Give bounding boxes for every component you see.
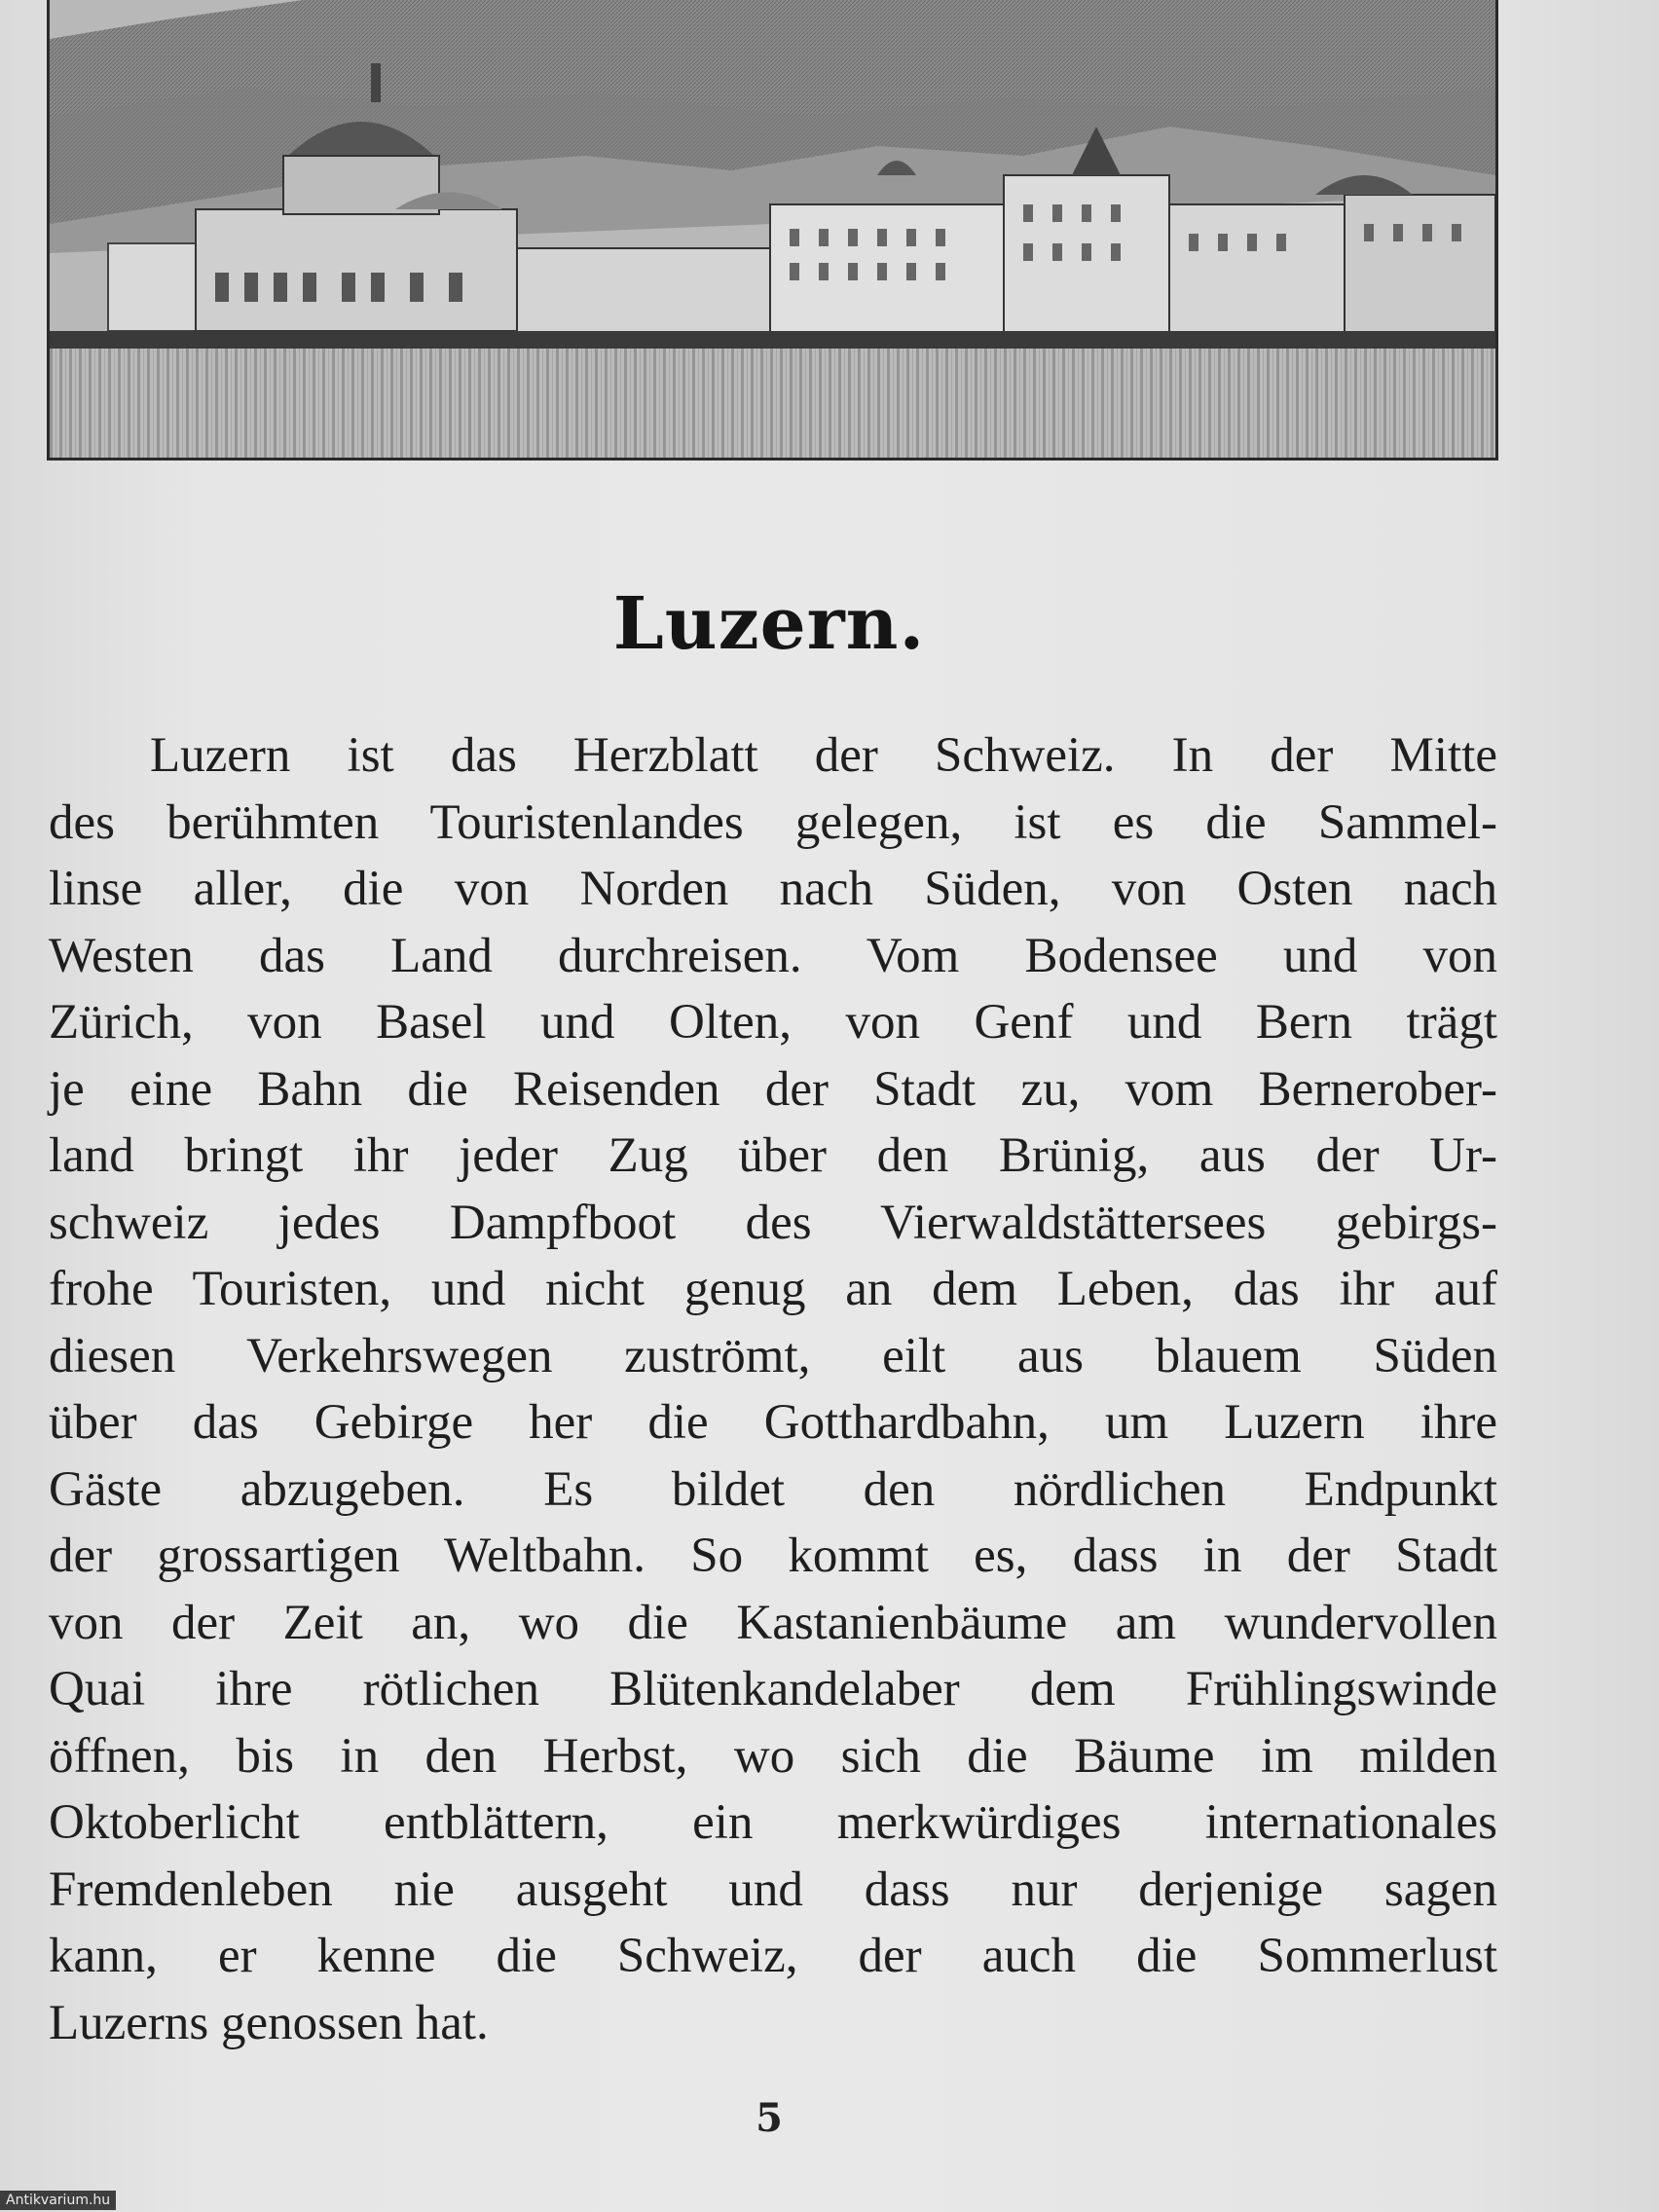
text-line: Luzerns genossen hat. — [49, 1995, 489, 2050]
text-line: der grossartigen Weltbahn. So kommt es, dass in der Stadt — [49, 1529, 1497, 1583]
text-line: Luzern ist das Herzblatt der Schweiz. In der Mitte — [150, 728, 1497, 783]
text-line: schweiz jedes Dampfboot des Vierwaldstättersees gebirgs- — [49, 1195, 1497, 1250]
text-line: frohe Touristen, und nicht genug an dem Leben, das ihr auf — [49, 1262, 1497, 1316]
text-line: diesen Verkehrswegen zuströmt, eilt aus blauem Süden — [49, 1328, 1497, 1383]
text-line: Westen das Land durchreisen. Vom Bodensee und von — [49, 928, 1497, 983]
photo-illustration — [50, 0, 1495, 458]
text-line: über das Gebirge her die Gotthardbahn, um Luzern ihre — [49, 1395, 1497, 1450]
text-line: linse aller, die von Norden nach Süden, von Osten nach — [49, 862, 1497, 916]
text-line: Gäste abzugeben. Es bildet den nördlichen Endpunkt — [49, 1461, 1497, 1517]
lucerne-waterfront-photo — [47, 0, 1498, 461]
text-line: des berühmten Touristenlandes gelegen, ist es die Sammel- — [49, 794, 1497, 850]
watermark: Antikvarium.hu — [0, 2191, 116, 2210]
text-line: Quai ihre rötlichen Blütenkandelaber dem Frühlingswinde — [49, 1662, 1497, 1716]
page-number: 5 — [756, 2095, 783, 2141]
body-paragraph — [49, 722, 1497, 2056]
page-title: Luzern. — [612, 582, 926, 666]
text-line: land bringt ihr jeder Zug über den Brünig, aus der Ur- — [49, 1128, 1497, 1183]
text-line: Oktoberlicht entblättern, ein merkwürdiges internationales — [49, 1795, 1497, 1850]
text-line: Zürich, von Basel und Olten, von Genf und Bern trägt — [49, 995, 1497, 1050]
text-line: öffnen, bis in den Herbst, wo sich die Bäume im milden — [49, 1728, 1497, 1784]
text-line: von der Zeit an, wo die Kastanienbäume am wundervollen — [49, 1595, 1497, 1650]
text-line: Fremdenleben nie ausgeht und dass nur derjenige sagen — [49, 1862, 1497, 1917]
text-line: je eine Bahn die Reisenden der Stadt zu, vom Bernerober- — [49, 1061, 1497, 1117]
text-line: kann, er kenne die Schweiz, der auch die Sommerlust — [49, 1929, 1497, 1983]
